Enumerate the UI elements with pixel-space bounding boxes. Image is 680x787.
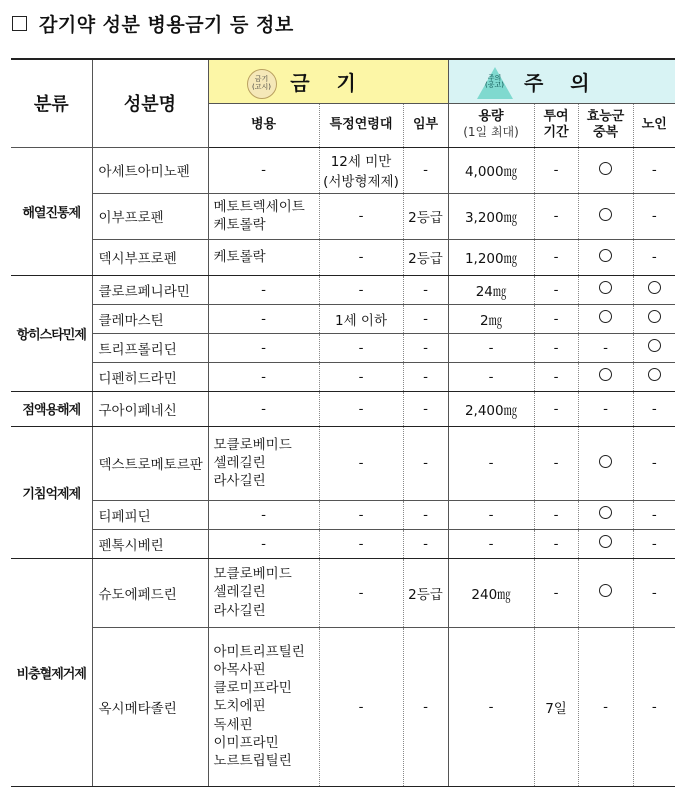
age-cell: 1세 이하 xyxy=(319,304,403,333)
circle-mark-icon xyxy=(599,208,612,221)
combination-cell: 케토롤락 xyxy=(208,239,319,275)
dose-cell: 4,000㎎ xyxy=(448,147,534,193)
table-row xyxy=(11,627,675,786)
combination-cell: 모클로베미드 셀레길린 라사길린 xyxy=(208,558,319,627)
ingredient-cell: 덱스트로메토르판 xyxy=(92,426,208,500)
combination-cell: - xyxy=(208,362,319,391)
combination-cell: - xyxy=(208,391,319,426)
category-cell: 비충혈제거제 xyxy=(11,558,92,786)
age-cell: - xyxy=(319,362,403,391)
category-cell: 점액용해제 xyxy=(11,391,92,426)
elderly-cell xyxy=(633,304,675,333)
dose-cell: 240㎎ xyxy=(448,558,534,627)
dose-cell: - xyxy=(448,500,534,529)
age-cell: - xyxy=(319,391,403,426)
period-cell: - xyxy=(534,147,578,193)
header-category: 분류 xyxy=(11,59,92,147)
period-cell: - xyxy=(534,529,578,558)
pregnancy-cell: - xyxy=(403,147,448,193)
ingredient-cell: 디펜히드라민 xyxy=(92,362,208,391)
period-cell: - xyxy=(534,193,578,239)
age-cell: - xyxy=(319,193,403,239)
efficacy-cell: - xyxy=(578,627,633,786)
age-cell: - xyxy=(319,529,403,558)
circle-mark-icon xyxy=(599,249,612,262)
period-cell: - xyxy=(534,362,578,391)
age-cell: - xyxy=(319,500,403,529)
elderly-cell xyxy=(633,275,675,304)
elderly-cell xyxy=(633,362,675,391)
header-pregnancy: 임부 xyxy=(403,103,448,147)
combination-cell: 아미트리프틸린 아목사핀 클로미프라민 도치에핀 독세핀 이미프라민 노르트립틸린 xyxy=(208,627,319,786)
period-cell: - xyxy=(534,391,578,426)
pregnancy-cell: - xyxy=(403,362,448,391)
period-cell: - xyxy=(534,558,578,627)
ingredient-cell: 티페피딘 xyxy=(92,500,208,529)
pregnancy-cell: - xyxy=(403,304,448,333)
table-row xyxy=(11,362,675,391)
age-cell: - xyxy=(319,426,403,500)
header-dose: 용량 (1일 최대) xyxy=(448,103,534,147)
combination-cell: 메토트렉세이트 케토롤락 xyxy=(208,193,319,239)
elderly-cell: - xyxy=(633,193,675,239)
circle-mark-icon xyxy=(599,368,612,381)
header-age: 특정연령대 xyxy=(319,103,403,147)
elderly-cell: - xyxy=(633,627,675,786)
ingredient-cell: 옥시메타졸린 xyxy=(92,627,208,786)
header-ingredient: 성분명 xyxy=(92,59,208,147)
period-cell: - xyxy=(534,333,578,362)
efficacy-cell xyxy=(578,426,633,500)
category-cell: 기침억제제 xyxy=(11,426,92,558)
dose-cell: - xyxy=(448,333,534,362)
combination-cell: - xyxy=(208,500,319,529)
pregnancy-cell: 2등급 xyxy=(403,239,448,275)
pregnancy-cell: 2등급 xyxy=(403,558,448,627)
combination-cell: - xyxy=(208,529,319,558)
combination-cell: - xyxy=(208,304,319,333)
pregnancy-cell: 2등급 xyxy=(403,193,448,239)
header-period: 투여 기간 xyxy=(534,103,578,147)
age-cell: - xyxy=(319,558,403,627)
combination-cell: - xyxy=(208,275,319,304)
age-cell: - xyxy=(319,275,403,304)
period-cell: 7일 xyxy=(534,627,578,786)
efficacy-cell xyxy=(578,193,633,239)
pregnancy-cell: - xyxy=(403,333,448,362)
age-cell: 12세 미만 (서방형제제) xyxy=(319,147,403,193)
table-row xyxy=(11,239,675,275)
circle-mark-icon xyxy=(599,584,612,597)
header-efficacy: 효능군 중복 xyxy=(578,103,633,147)
dose-cell: 2㎎ xyxy=(448,304,534,333)
elderly-cell: - xyxy=(633,239,675,275)
period-cell: - xyxy=(534,239,578,275)
page-title: 감기약 성분 병용금기 등 정보 xyxy=(39,13,294,36)
circle-mark-icon xyxy=(648,339,661,352)
checkbox-square-icon xyxy=(12,16,27,31)
age-cell: - xyxy=(319,333,403,362)
period-cell: - xyxy=(534,304,578,333)
pregnancy-cell: - xyxy=(403,391,448,426)
efficacy-cell xyxy=(578,239,633,275)
drug-info-table xyxy=(11,58,675,787)
circle-mark-icon xyxy=(648,310,661,323)
combination-cell: - xyxy=(208,147,319,193)
table-row xyxy=(11,529,675,558)
combination-cell: 모클로베미드 셀레길린 라사길린 xyxy=(208,426,319,500)
dose-cell: 2,400㎎ xyxy=(448,391,534,426)
ingredient-cell: 아세트아미노펜 xyxy=(92,147,208,193)
table-row xyxy=(11,193,675,239)
table-row xyxy=(11,304,675,333)
table-row xyxy=(11,333,675,362)
ingredient-cell: 슈도에페드린 xyxy=(92,558,208,627)
circle-mark-icon xyxy=(648,368,661,381)
dose-cell: - xyxy=(448,362,534,391)
elderly-cell: - xyxy=(633,500,675,529)
table-row xyxy=(11,500,675,529)
circle-mark-icon xyxy=(599,162,612,175)
elderly-cell: - xyxy=(633,529,675,558)
circle-mark-icon xyxy=(599,455,612,468)
efficacy-cell xyxy=(578,362,633,391)
caution-badge-icon: 주의 (공고) xyxy=(477,67,513,101)
caution-band xyxy=(448,59,675,103)
ingredient-cell: 클로르페니라민 xyxy=(92,275,208,304)
combination-cell: - xyxy=(208,333,319,362)
period-cell: - xyxy=(534,500,578,529)
efficacy-cell xyxy=(578,275,633,304)
header-elderly: 노인 xyxy=(633,103,675,147)
pregnancy-cell: - xyxy=(403,500,448,529)
efficacy-cell xyxy=(578,304,633,333)
circle-mark-icon xyxy=(599,281,612,294)
page-heading xyxy=(12,10,294,36)
efficacy-cell xyxy=(578,500,633,529)
ingredient-cell: 클레마스틴 xyxy=(92,304,208,333)
efficacy-cell: - xyxy=(578,333,633,362)
period-cell: - xyxy=(534,426,578,500)
table-row xyxy=(11,426,675,500)
age-cell: - xyxy=(319,627,403,786)
pregnancy-cell: - xyxy=(403,529,448,558)
elderly-cell: - xyxy=(633,147,675,193)
circle-mark-icon xyxy=(599,535,612,548)
pregnancy-cell: - xyxy=(403,426,448,500)
dose-cell: - xyxy=(448,627,534,786)
contraindication-band xyxy=(208,59,448,103)
ingredient-cell: 트리프롤리딘 xyxy=(92,333,208,362)
pregnancy-cell: - xyxy=(403,627,448,786)
pregnancy-cell: - xyxy=(403,275,448,304)
efficacy-cell xyxy=(578,147,633,193)
ingredient-cell: 구아이페네신 xyxy=(92,391,208,426)
circle-mark-icon xyxy=(599,310,612,323)
category-cell: 해열진통제 xyxy=(11,147,92,275)
efficacy-cell: - xyxy=(578,391,633,426)
table-row xyxy=(11,147,675,193)
circle-mark-icon xyxy=(648,281,661,294)
dose-cell: 1,200㎎ xyxy=(448,239,534,275)
dose-cell: 3,200㎎ xyxy=(448,193,534,239)
caution-label: 주 의 xyxy=(524,70,600,95)
ingredient-cell: 펜톡시베린 xyxy=(92,529,208,558)
dose-cell: - xyxy=(448,529,534,558)
elderly-cell xyxy=(633,333,675,362)
elderly-cell: - xyxy=(633,391,675,426)
contraindication-badge-icon: 금기 (고시) xyxy=(247,69,277,99)
elderly-cell: - xyxy=(633,426,675,500)
efficacy-cell xyxy=(578,558,633,627)
header-combination: 병용 xyxy=(208,103,319,147)
category-cell: 항히스타민제 xyxy=(11,275,92,391)
table-row xyxy=(11,275,675,304)
elderly-cell: - xyxy=(633,558,675,627)
table-row xyxy=(11,558,675,627)
ingredient-cell: 이부프로펜 xyxy=(92,193,208,239)
ingredient-cell: 덱시부프로펜 xyxy=(92,239,208,275)
table-row xyxy=(11,391,675,426)
contraindication-label: 금 기 xyxy=(290,70,366,95)
age-cell: - xyxy=(319,239,403,275)
dose-cell: - xyxy=(448,426,534,500)
circle-mark-icon xyxy=(599,506,612,519)
efficacy-cell xyxy=(578,529,633,558)
dose-cell: 24㎎ xyxy=(448,275,534,304)
period-cell: - xyxy=(534,275,578,304)
